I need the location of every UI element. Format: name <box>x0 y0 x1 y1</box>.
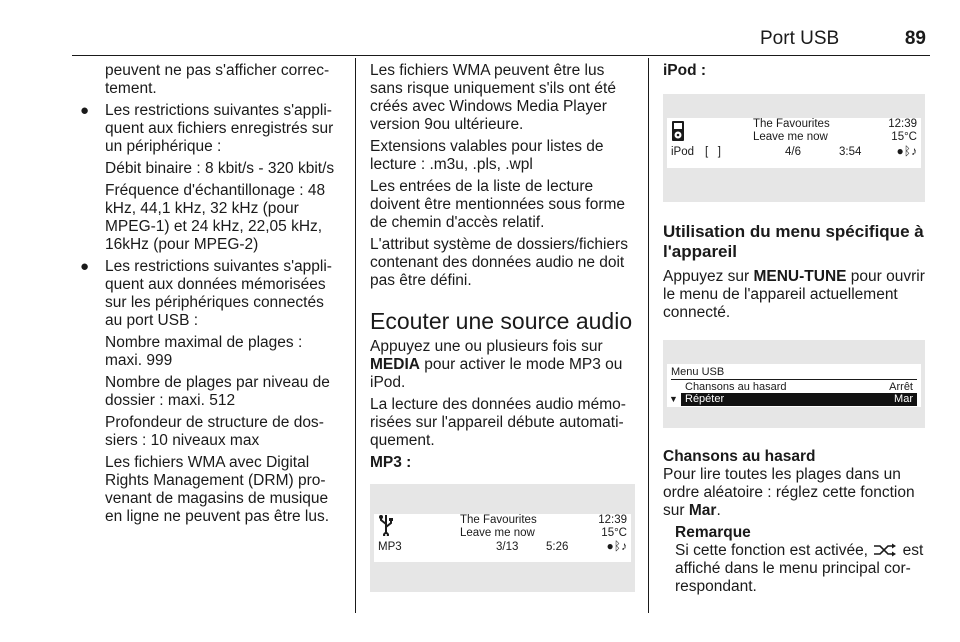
header-rule <box>72 55 930 56</box>
paragraph: Les entrées de la liste de lecture doivent être mentionnées sous forme de chemin d'accès relatif. <box>370 178 626 231</box>
column-2 <box>370 62 635 592</box>
temperature: 15°C <box>891 131 917 143</box>
paragraph-continued: peuvent ne pas s'afficher correctement. <box>105 62 330 97</box>
artist-name: Leave me now <box>460 527 535 539</box>
clock: 12:39 <box>598 514 627 526</box>
bullet-icon: ● <box>80 258 90 275</box>
column-1 <box>80 62 342 530</box>
elapsed-time: 5:26 <box>546 541 569 553</box>
column-3 <box>663 62 925 600</box>
button-name: MENU-TUNE <box>753 268 847 285</box>
text-run: . <box>716 502 721 519</box>
menu-panel <box>667 364 921 407</box>
list-item-detail: Débit binaire : 8 kbit/s - 320 kbit/s <box>105 160 335 177</box>
scroll-down-icon: ▼ <box>669 394 678 404</box>
paragraph: Extensions valables pour listes de lecture : .m3u, .pls, .wpl <box>370 138 604 173</box>
elapsed-time: 3:54 <box>839 146 862 158</box>
menu-item-value: Mar <box>894 393 913 405</box>
section-heading: Utilisation du menu spécifique à l'appareil <box>663 222 924 261</box>
ipod-label: iPod : <box>663 62 707 79</box>
display-panel <box>667 118 921 168</box>
temperature: 15°C <box>601 527 627 539</box>
track-counter: 4/6 <box>785 146 801 158</box>
setting-value: Mar <box>688 502 717 519</box>
source-label: iPod <box>671 146 695 158</box>
text-run: est affiché dans le menu principal correspondant. <box>675 542 924 595</box>
ipod-display-screen <box>663 94 925 202</box>
menu-divider <box>671 379 917 380</box>
paragraph <box>663 466 925 520</box>
note-label: Remarque <box>675 524 751 541</box>
mp3-display-screen <box>370 484 635 592</box>
ipod-icon <box>671 120 685 146</box>
list-item-detail: Les fichiers WMA avec Digital Rights Management (DRM) provenant de magasins de musique en ligne ne peuvent pas être lus. <box>105 454 330 525</box>
text-run: Pour lire toutes les plages dans un ordre aléatoire : réglez cette fonction sur <box>663 466 915 519</box>
sub-heading: Chansons au hasard <box>663 448 816 465</box>
text-run: pour ouvrir le menu de l'appareil actuellement connecté. <box>663 268 925 321</box>
note-box <box>663 524 925 596</box>
artist-name: Leave me now <box>753 131 828 143</box>
paragraph <box>370 338 635 392</box>
track-counter: 3/13 <box>496 541 519 553</box>
list-item-detail: Nombre de plages par niveau de dossier : maxi. 512 <box>105 374 330 409</box>
list-item-detail: Profondeur de structure de dossiers : 10 niveaux max <box>105 414 324 449</box>
text-run: Appuyez sur <box>663 268 750 285</box>
list-item-text: Les restrictions suivantes s'appliquent aux fichiers enregistrés sur un périphérique : <box>105 102 334 155</box>
clock: 12:39 <box>888 118 917 130</box>
button-name: MEDIA <box>370 356 420 373</box>
bullet-icon: ● <box>80 102 90 119</box>
list-item-detail: Nombre maximal de plages : maxi. 999 <box>105 334 303 369</box>
column-divider-1 <box>355 58 356 613</box>
paragraph: Les fichiers WMA peuvent être lus sans risque uniquement s'ils ont été créés avec Windows Media Player version 9ou ultérieure. <box>370 62 616 133</box>
display-panel <box>374 514 631 562</box>
list-item-text: Les restrictions suivantes s'appliquent aux données mémorisées sur les périphériques connectés au port USB : <box>105 258 332 329</box>
menu-title: Menu USB <box>671 366 725 378</box>
paragraph <box>663 268 925 322</box>
page-number: 89 <box>904 28 926 49</box>
section-heading: Ecouter une source audio <box>370 308 633 334</box>
note-text <box>675 542 925 596</box>
text-run: Appuyez une ou plusieurs fois sur <box>370 338 603 355</box>
menu-item-value: Arrêt <box>889 381 913 393</box>
paragraph: L'attribut système de dossiers/fichiers contenant des données audio ne doit pas être défini. <box>370 236 628 289</box>
list-item <box>80 258 342 526</box>
page-header <box>760 30 930 54</box>
usb-menu-screen <box>663 340 925 428</box>
shuffle-icon <box>872 543 898 557</box>
column-divider-2 <box>648 58 649 613</box>
brackets: [ ] <box>705 146 721 158</box>
track-title: The Favourites <box>753 118 830 130</box>
list-item-detail: Fréquence d'échantillonage : 48 kHz, 44,1 kHz, 32 kHz (pour MPEG-1) et 24 kHz, 22,05 kHz, 16kHz (pour MPEG-2) <box>105 182 326 253</box>
text-run: pour activer le mode MP3 ou iPod. <box>370 356 623 391</box>
menu-item-label: Chansons au hasard <box>685 381 787 393</box>
track-title: The Favourites <box>460 514 537 526</box>
paragraph: La lecture des données audio mémorisées sur l'appareil débute automatiquement. <box>370 396 626 449</box>
text-run: Si cette fonction est activée, <box>675 542 868 559</box>
mp3-label: MP3 : <box>370 454 412 471</box>
menu-item-repeat <box>681 393 917 406</box>
page-title: Port USB <box>760 28 840 49</box>
list-item <box>80 102 342 254</box>
source-label: MP3 <box>378 541 402 553</box>
status-icons: ●ᛒ♪ <box>896 144 917 158</box>
status-icons: ●ᛒ♪ <box>606 539 627 553</box>
menu-item-label: Répéter <box>685 393 725 405</box>
usb-icon <box>378 514 394 537</box>
